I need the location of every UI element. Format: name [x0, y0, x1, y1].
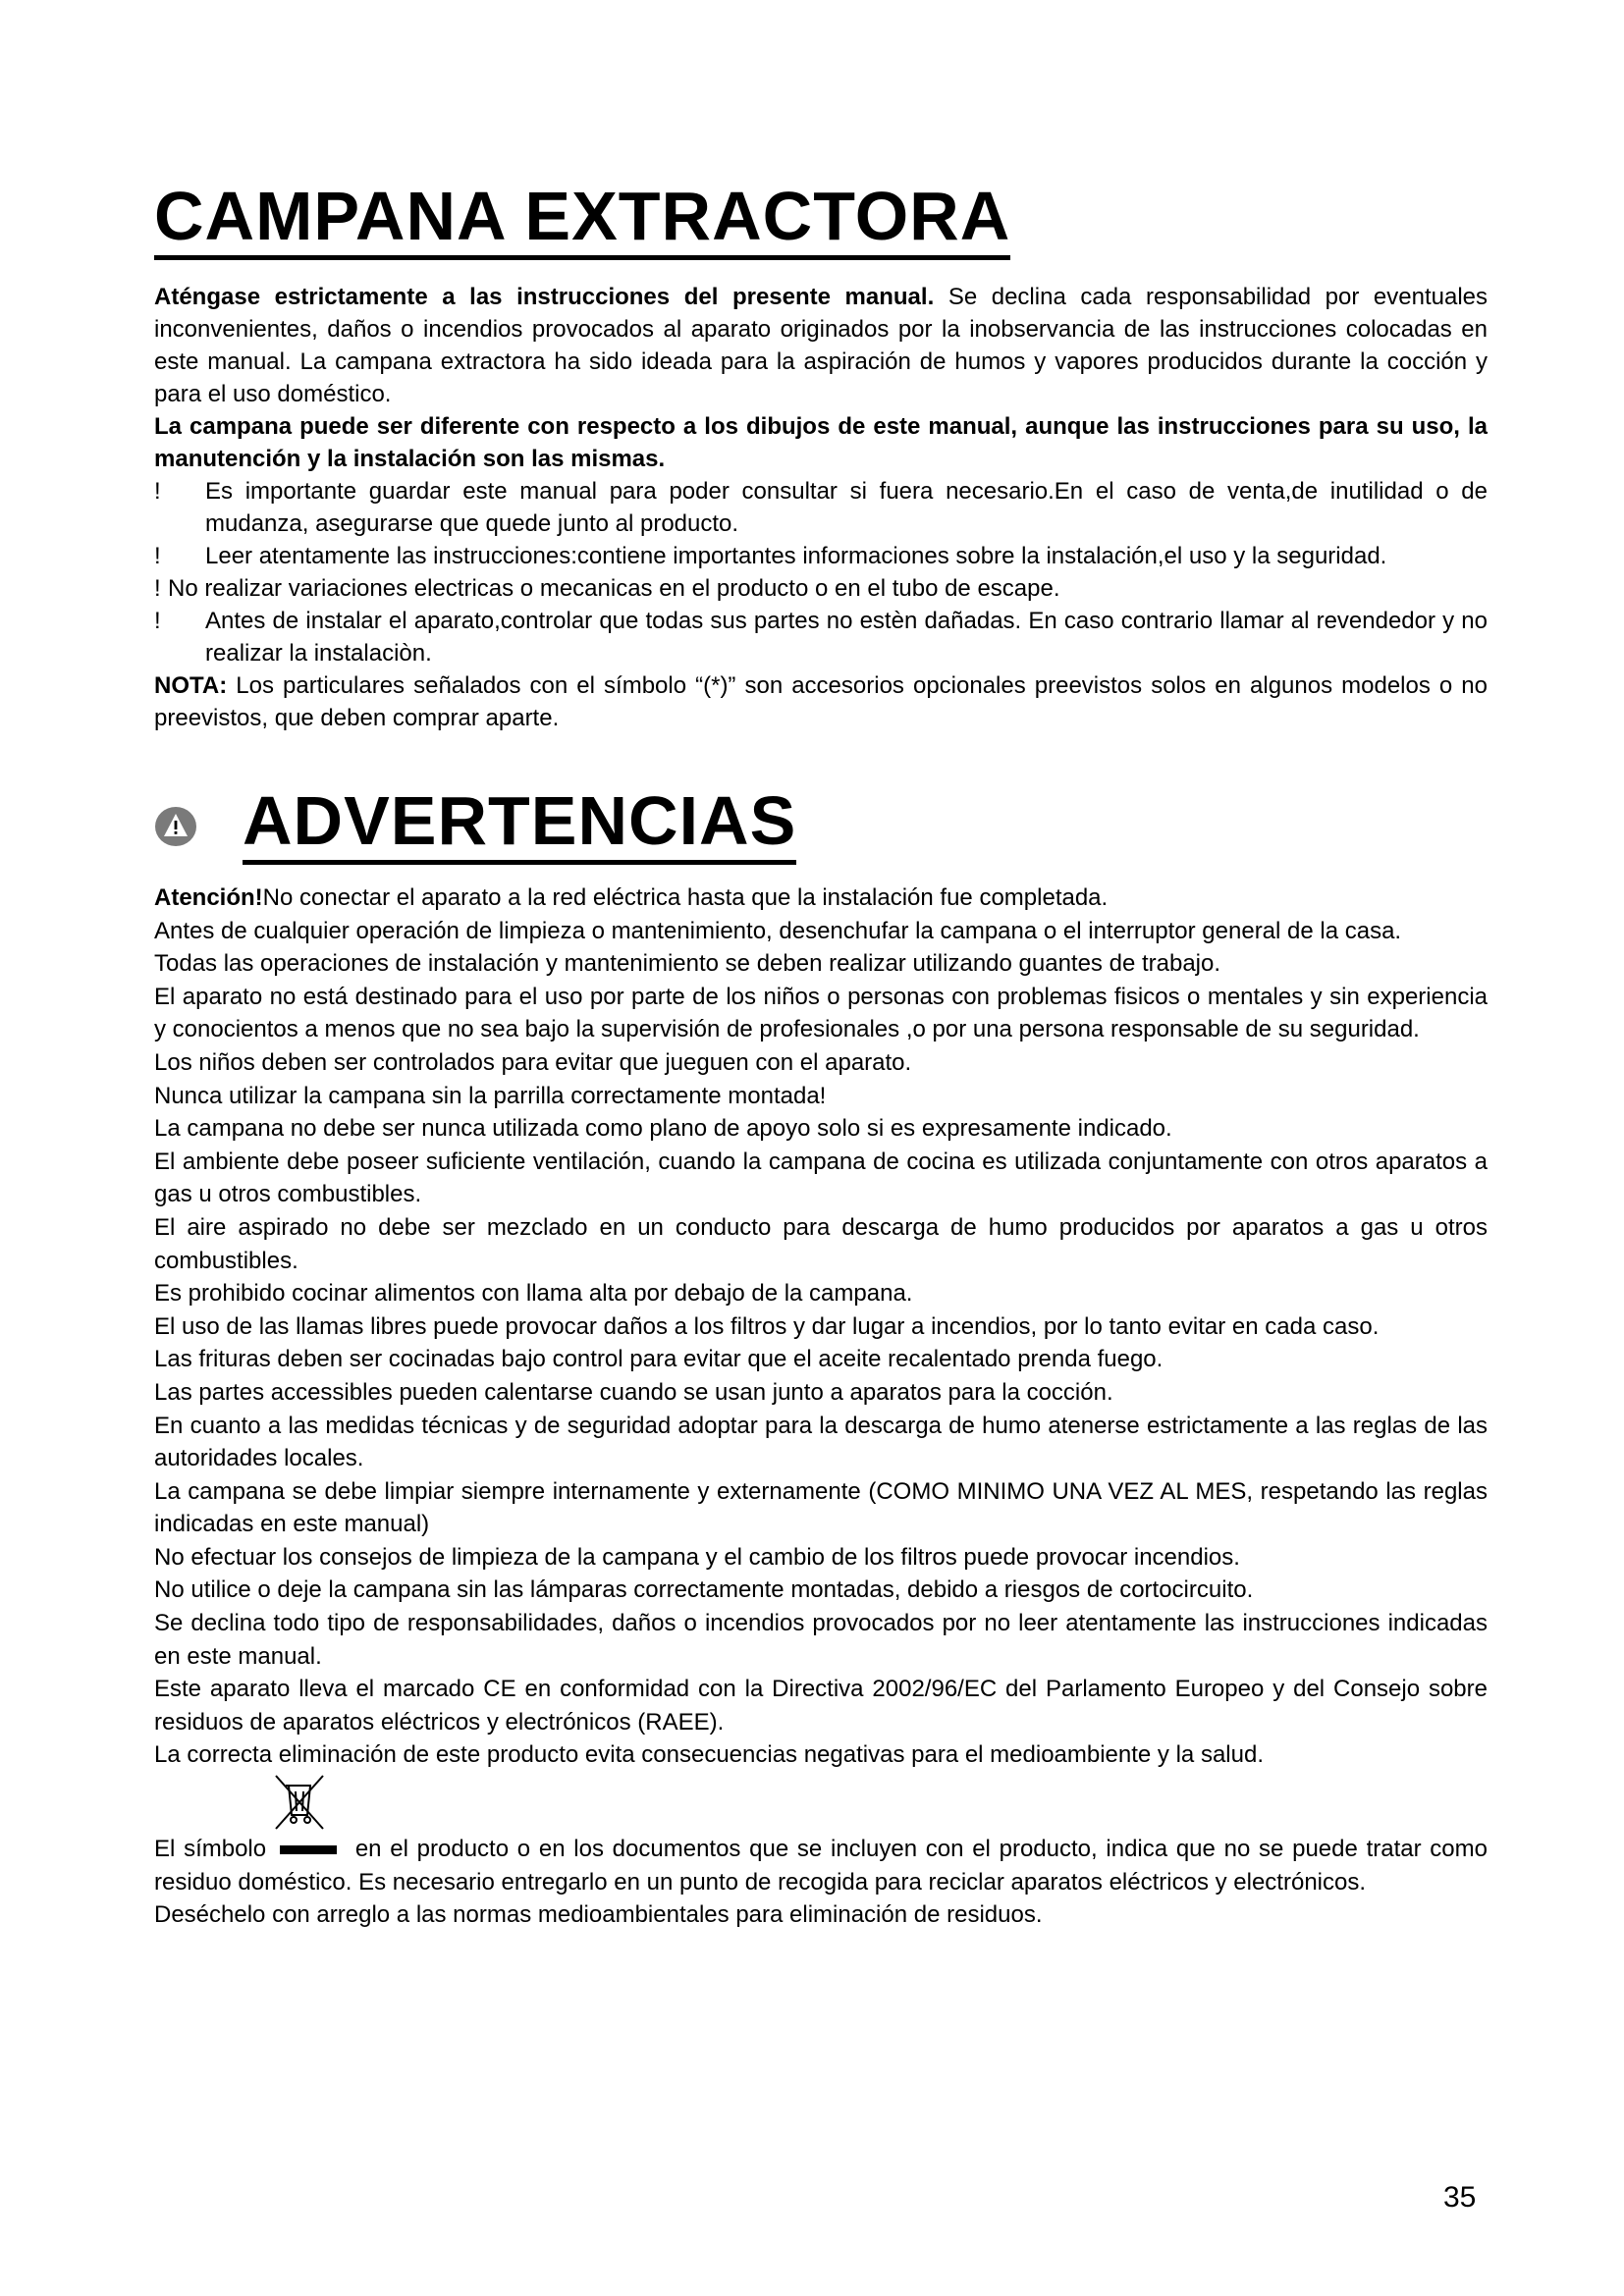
warning-paragraph: Las partes accessibles pueden calentarse cuando se usan junto a aparatos para la cocción. [154, 1378, 1113, 1406]
weee-paragraph [154, 1833, 1488, 1898]
list-item [154, 605, 1488, 669]
atencion-paragraph [154, 881, 1488, 915]
warning-paragraph: La campana no debe ser nunca utilizada como plano de apoyo solo si es expresamente indicado. [154, 1115, 1172, 1143]
warning-paragraph: Las frituras deben ser cocinadas bajo control para evitar que el aceite recalentado prenda fuego. [154, 1346, 1164, 1373]
bullet-text: Leer atentamente las instrucciones:contiene importantes informaciones sobre la instalación,el uso y la seguridad. [205, 543, 1387, 569]
warning-paragraph: No efectuar los consejos de limpieza de la campana y el cambio de los filtros puede provocar incendios. [154, 1543, 1240, 1571]
warning-paragraph: El ambiente debe poseer suficiente ventilación, cuando la campana de cocina es utilizada conjuntamente con otros aparatos a gas u otros combustibles. [154, 1148, 1488, 1208]
warning-paragraph: La campana se debe limpiar siempre internamente y externamente (COMO MINIMO UNA VEZ AL MES, respetando las reglas indicadas en este manual) [154, 1477, 1488, 1538]
atencion-text: No conectar el aparato a la red eléctrica hasta que la instalación fue completada. [262, 884, 1109, 911]
bullet-text: Es importante guardar este manual para poder consultar si fuera necesario.En el caso de venta,de inutilidad o de mudanza, asegurarse que quede junto al producto. [205, 478, 1488, 537]
warning-paragraph: Los niños deben ser controlados para evitar que jueguen con el aparato. [154, 1048, 912, 1076]
intro-bold: Aténgase estrictamente a las instrucciones del presente manual. [154, 284, 935, 310]
section-campana-extractora [154, 177, 1488, 734]
crossed-bin-icon [272, 1772, 327, 1833]
warning-paragraph: El uso de las llamas libres puede provocar daños a los filtros y dar lugar a incendios, por lo tanto evitar en cada caso. [154, 1312, 1380, 1340]
warning-paragraph: No utilice o deje la campana sin las lámparas correctamente montadas, debido a riesgos de cortocircuito. [154, 1576, 1254, 1604]
section-title-campana: CAMPANA EXTRACTORA [154, 177, 1010, 260]
design-note: La campana puede ser diferente con respecto a los dibujos de este manual, aunque las instrucciones para su uso, la manutención y la instalación son las mismas. [154, 413, 1488, 472]
warning-paragraph: El aire aspirado no debe ser mezclado en un conducto para descarga de humo producidos por aparatos a gas u otros combustibles. [154, 1213, 1488, 1274]
nota-text: Los particulares señalados con el símbolo “(*)” son accesorios opcionales preevistos solos en algunos modelos o no preevistos, que deben comprar aparte. [154, 672, 1488, 731]
weee-bar [280, 1845, 337, 1854]
warning-paragraph: Se declina todo tipo de responsabilidades, daños o incendios provocados por no leer atentamente las instrucciones indicadas en este manual. [154, 1610, 1488, 1670]
weee-icon-row [154, 1772, 1488, 1833]
warning-paragraph: Todas las operaciones de instalación y mantenimiento se deben realizar utilizando guantes de trabajo. [154, 950, 1221, 978]
warning-paragraph: El aparato no está destinado para el uso por parte de los niños o personas con problemas fisicos o mentales y sin experiencia y conocientos a menos que no sea bajo la supervisión de profesionales ,o por una persona responsable de su seguridad. [154, 983, 1488, 1043]
warning-icon [154, 805, 197, 848]
section-advertencias [154, 781, 1488, 1932]
weee-text-after: en el producto o en los documentos que se incluyen con el producto, indica que no se puede tratar como residuo doméstico. Es necesario entregarlo en un punto de recogida para reciclar aparatos eléctricos y electrónicos. [154, 1836, 1488, 1896]
intro-text: Se declina cada responsabilidad por eventuales inconvenientes, daños o incendios provocados al aparato originados por la inobservancia de las instrucciones colocadas en este manual. La campana extractora ha sido ideada para la aspiración de humos y vapores producidos durante la cocción y para el uso doméstico. [154, 284, 1488, 407]
list-item [154, 572, 1488, 605]
advertencias-header [154, 781, 1488, 881]
warning-paragraph: Antes de cualquier operación de limpieza o mantenimiento, desenchufar la campana o el interruptor general de la casa. [154, 917, 1402, 944]
warning-paragraph: En cuanto a las medidas técnicas y de seguridad adoptar para la descarga de humo atenerse estrictamente a las reglas de las autoridades locales. [154, 1412, 1488, 1472]
atencion-label: Atención! [154, 884, 263, 911]
list-item [154, 475, 1488, 540]
section-title-advertencias: ADVERTENCIAS [243, 781, 796, 865]
page-number: 35 [1443, 2181, 1477, 2214]
nota-label: NOTA: [154, 672, 228, 699]
warning-paragraph: La correcta eliminación de este producto evita consecuencias negativas para el medioambiente y la salud. [154, 1741, 1264, 1769]
bullet-text: No realizar variaciones electricas o mecanicas en el producto o en el tubo de escape. [168, 575, 1060, 602]
warning-paragraph: Nunca utilizar la campana sin la parrilla correctamente montada! [154, 1082, 827, 1109]
warning-paragraph: Este aparato lleva el marcado CE en conformidad con la Directiva 2002/96/EC del Parlamento Europeo y del Consejo sobre residuos de aparatos eléctricos y electrónicos (RAEE). [154, 1676, 1488, 1735]
bullet-mark: ! [154, 543, 161, 569]
page-content [154, 177, 1488, 1932]
intro-paragraph [154, 281, 1488, 410]
nota-paragraph [154, 669, 1488, 734]
bullet-text: Antes de instalar el aparato,controlar que todas sus partes no estèn dañadas. En caso contrario llamar al revendedor y no realizar la instalaciòn. [205, 608, 1488, 667]
weee-text-before: El símbolo [154, 1836, 267, 1863]
warning-paragraph: Es prohibido cocinar alimentos con llama alta por debajo de la campana. [154, 1280, 913, 1308]
bullet-mark: ! [154, 478, 161, 505]
bullet-mark: ! [154, 575, 161, 602]
list-item [154, 540, 1488, 572]
disposal-paragraph: Deséchelo con arreglo a las normas medioambientales para eliminación de residuos. [154, 1901, 1043, 1929]
bullet-mark: ! [154, 608, 161, 634]
